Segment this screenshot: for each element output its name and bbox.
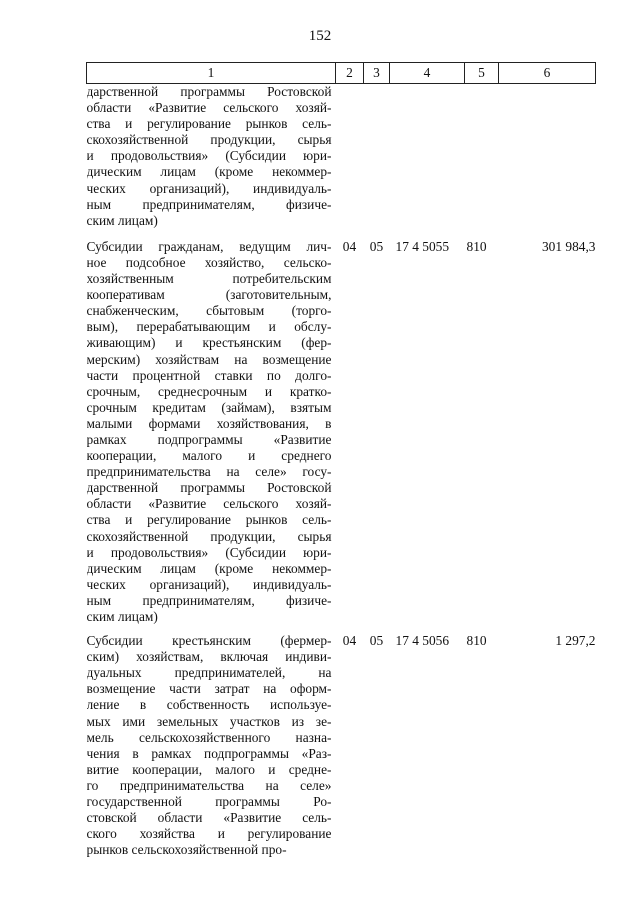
spacer-cell: [87, 229, 336, 239]
spacer-cell: [465, 625, 499, 633]
column-header-2: 2: [336, 63, 364, 84]
description-line: кооперации, малого и среднего: [86, 448, 332, 464]
spacer-cell: [87, 625, 336, 633]
column-header-4: 4: [390, 63, 465, 84]
description-line: витие кооперации, малого и средне-: [86, 761, 332, 777]
description-line: Субсидии крестьянским (фермер-: [86, 633, 332, 649]
spacer-cell: [499, 625, 596, 633]
column-header-3: 3: [364, 63, 390, 84]
table-row: [87, 633, 596, 858]
amount-cell: 301 984,3: [541, 238, 596, 254]
subsection-code-cell: 05: [369, 633, 384, 649]
spacer-cell: [364, 625, 390, 633]
spacer-cell: [336, 229, 364, 239]
target-article-cell: [390, 84, 465, 229]
description-cell: [87, 633, 336, 858]
spacer-cell: [465, 229, 499, 239]
description-line: ление в собственность используе-: [86, 697, 332, 713]
table-body: [87, 84, 596, 859]
description-line: стовской области «Развитие сель-: [86, 810, 332, 826]
description-line: кооперативам (заготовительным,: [86, 287, 332, 303]
description-line: ческих организаций), индивидуаль-: [86, 576, 332, 592]
description-line: чения в рамках подпрограммы «Раз-: [86, 745, 332, 761]
description-line: области «Развитие сельского хозяй-: [86, 496, 332, 512]
description-line: дическим лицам (кроме некоммер-: [86, 164, 332, 180]
table-row: [87, 239, 596, 625]
expense-type-cell: [465, 84, 499, 229]
description-line: ства и регулирование рынков сель-: [86, 512, 332, 528]
description-line: государственной программы Ро-: [86, 794, 332, 810]
description-line: ским) хозяйствам, включая индиви-: [86, 649, 332, 665]
description-line: скохозяйственной продукции, сырья: [86, 528, 332, 544]
target-article-cell: 17 4 5055: [395, 238, 450, 254]
column-header-6: 6: [499, 63, 596, 84]
spacer-cell: [390, 625, 465, 633]
column-header-1: 1: [87, 63, 336, 84]
description-line: части процентной ставки по долго-: [86, 367, 332, 383]
description-line: срочным кредитам (займам), взятым: [86, 399, 332, 415]
description-line: ческих организаций), индивидуаль-: [86, 180, 332, 196]
description-line: мых ими земельных участков из зе-: [86, 713, 332, 729]
description-line: возмещение части затрат на оформ-: [86, 681, 332, 697]
column-header-5: 5: [465, 63, 499, 84]
row-spacer: [87, 229, 596, 239]
description-line: предпринимательства на селе» госу-: [86, 464, 332, 480]
section-code-cell: [336, 84, 364, 229]
description-line: дарственной программы Ростовской: [86, 480, 332, 496]
description-line: малыми формами хозяйствования, в: [86, 415, 332, 431]
subsection-code-cell: 05: [369, 238, 384, 254]
description-line: ства и регулирование рынков сель-: [86, 116, 332, 132]
amount-cell: [499, 84, 596, 229]
description-line: ным предпринимателям, физиче-: [86, 196, 332, 212]
spacer-cell: [336, 625, 364, 633]
description-line: ским лицам): [86, 212, 158, 228]
expense-type-cell: 810: [466, 238, 487, 254]
target-article-cell: 17 4 5056: [395, 633, 450, 649]
amount-cell: 1 297,2: [555, 633, 596, 649]
budget-table: [86, 62, 596, 858]
header-row: [87, 63, 596, 84]
description-line: ского хозяйства и регулирование: [86, 826, 332, 842]
spacer-cell: [499, 229, 596, 239]
description-line: го предпринимательства на селе»: [86, 777, 332, 793]
description-line: области «Развитие сельского хозяй-: [86, 100, 332, 116]
page-number: 152: [308, 28, 332, 44]
description-line: ное подсобное хозяйство, сельско-: [86, 254, 332, 270]
section-code-cell: 04: [342, 238, 357, 254]
description-line: снабженческим, сбытовым (торго-: [86, 303, 332, 319]
description-line: и продовольствия» (Субсидии юри-: [86, 544, 332, 560]
description-cell: [87, 239, 336, 625]
description-line: дическим лицам (кроме некоммер-: [86, 560, 332, 576]
table-header: [87, 63, 596, 84]
spacer-cell: [390, 229, 465, 239]
description-line: мель сельскохозяйственного назна-: [86, 729, 332, 745]
description-line: скохозяйственной продукции, сырья: [86, 132, 332, 148]
description-line: дарственной программы Ростовской: [86, 84, 332, 99]
row-spacer: [87, 625, 596, 633]
expense-type-cell: 810: [466, 633, 487, 649]
description-line: рамках подпрограммы «Развитие: [86, 431, 332, 447]
description-line: срочным, среднесрочным и кратко-: [86, 383, 332, 399]
description-line: вым), перерабатывающим и обслу-: [86, 319, 332, 335]
description-line: живающим) и крестьянским (фер-: [86, 335, 332, 351]
description-cell: [87, 84, 336, 229]
description-line: ным предпринимателям, физиче-: [86, 592, 332, 608]
section-code-cell: 04: [342, 633, 357, 649]
subsection-code-cell: [364, 84, 390, 229]
description-line: рынков сельскохозяйственной про-: [86, 842, 287, 858]
description-line: хозяйственным потребительским: [86, 271, 332, 287]
description-line: дуальных предпринимателей, на: [86, 665, 332, 681]
description-line: мерским) хозяйствам на возмещение: [86, 351, 332, 367]
table-row: [87, 84, 596, 229]
description-line: ским лицам): [86, 609, 158, 624]
description-line: Субсидии гражданам, ведущим лич-: [86, 238, 332, 254]
spacer-cell: [364, 229, 390, 239]
description-line: и продовольствия» (Субсидии юри-: [86, 148, 332, 164]
